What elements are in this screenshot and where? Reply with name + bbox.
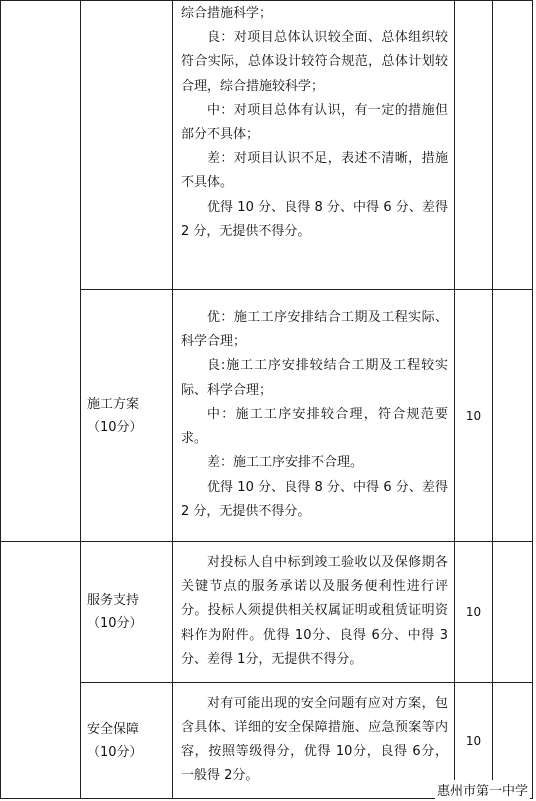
criteria-line: 差：对项目认识不足，表述不清晰，措施不具体。 [181,151,448,191]
remark-cell [493,542,533,683]
criteria-line: 差：施工工序安排不合理。 [207,455,364,471]
criteria-line: 对投标人自中标到竣工验收以及保修期各关键节点的服务承诺以及服务便利性进行评分。投标人须提供相关权属证明或租赁证明资料作为附件。优得 10分、良得 6分、中得 3分、差得 1分，无提供不得分。 [181,554,448,667]
item-name-cell [81,542,173,683]
category-cell [1,1,81,542]
table-row [1,290,533,542]
criteria-line: 中：对项目总体有认识，有一定的措施但部分不具体； [181,102,448,143]
score-value: 10 [465,733,482,748]
item-name-cell [81,290,173,542]
criteria-cell [173,1,455,290]
category-cell [1,542,81,799]
criteria-line: 中：施工工序安排较合理，符合规范要求。 [181,406,448,447]
item-name: 服务支持（10分） [87,593,143,631]
page-footer: 惠州市第一中学 [435,780,530,799]
item-name: 施工方案（10分） [87,396,143,435]
criteria-cell [173,683,455,799]
criteria-line: 优：施工工序安排结合工期及工程实际、科学合理； [181,310,448,350]
criteria-line: 优得 10 分、良得 8 分、中得 6 分、差得 2 分，无提供不得分。 [181,199,448,239]
criteria-line: 良：对项目总体认识较全面、总体组织较符合实际，总体设计较符合规范，总体计划较合理，综合措施较科学； [181,30,448,94]
criteria-cell [173,290,455,542]
score-value: 10 [465,408,482,423]
score-cell [455,1,493,290]
item-name-cell [81,1,173,290]
score-cell [455,290,493,542]
criteria-line: 优得 10 分、良得 8 分、中得 6 分、差得 2 分，无提供不得分。 [181,479,448,519]
remark-cell [493,1,533,290]
criteria-cell [173,542,455,683]
item-name: 安全保障（10分） [87,721,143,760]
score-value: 10 [465,605,482,619]
table-row [1,542,533,683]
table-row [1,1,533,290]
score-cell [455,542,493,683]
criteria-line: 对有可能出现的安全问题有应对方案，包含具体、详细的安全保障措施、应急预案等内容，按照等级得分，优得 10分，良得 6分，一般得 2分。 [181,695,448,784]
remark-cell [493,290,533,542]
item-name-cell [81,683,173,799]
criteria-line: 综合措施科学； [181,6,273,21]
criteria-line: 良:施工工序安排较结合工期及工程较实际、科学合理； [181,358,448,398]
